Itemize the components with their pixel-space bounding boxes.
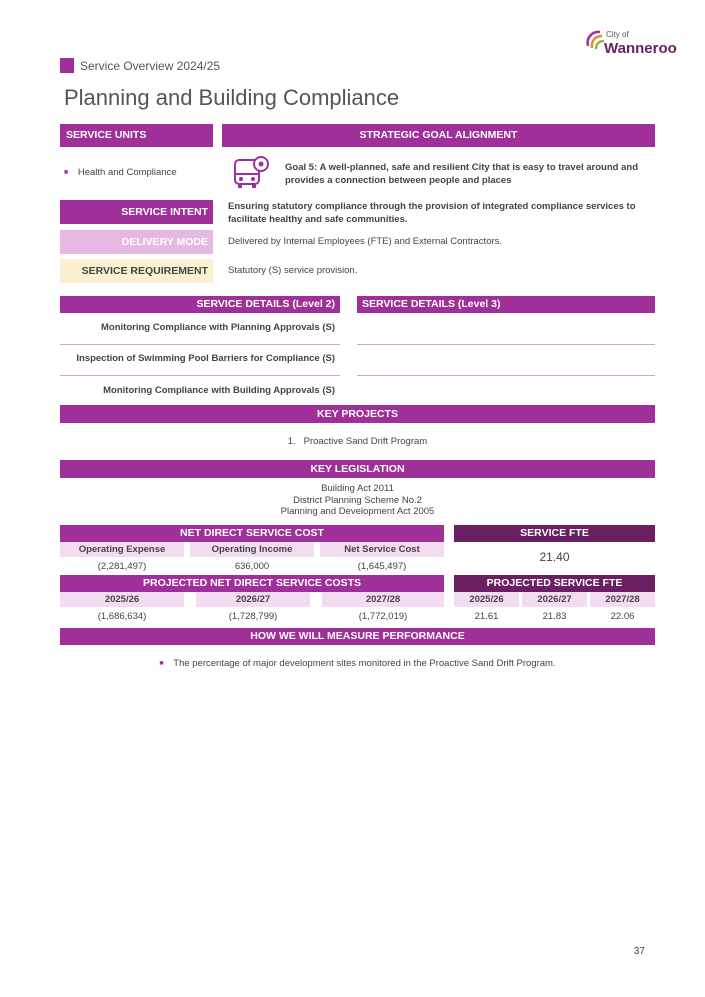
service-requirement-text: Statutory (S) service provision. (228, 265, 358, 276)
logo-mark-icon (584, 28, 606, 52)
service-unit-label: Health and Compliance (77, 167, 177, 178)
net-cost-value: 636,000 (234, 561, 270, 572)
projected-fte-col-header: 2027/28 (590, 592, 655, 607)
projected-costs-value: (1,686,634) (97, 611, 147, 622)
legislation-list (60, 483, 655, 518)
divider (60, 375, 340, 376)
projected-fte-value: 21.83 (542, 611, 567, 622)
city-logo (584, 28, 677, 62)
transport-goal-icon (232, 154, 270, 190)
service-unit-item (64, 167, 177, 178)
net-cost-col-header: Operating Expense (60, 542, 184, 557)
projected-fte-value: 22.06 (610, 611, 635, 622)
section-label: Service Overview 2024/25 (80, 59, 221, 73)
bullet-icon: ■ (159, 660, 164, 667)
service-details-l3-heading: SERVICE DETAILS (Level 3) (357, 296, 655, 313)
key-project-item: 1. Proactive Sand Drift Program (287, 436, 428, 447)
projected-costs-col-header: 2027/28 (322, 592, 444, 607)
service-details-l2-heading: SERVICE DETAILS (Level 2) (60, 296, 340, 313)
service-requirement-label: SERVICE REQUIREMENT (60, 259, 213, 283)
net-cost-value: (1,645,497) (357, 561, 407, 572)
net-cost-col-header: Operating Income (190, 542, 314, 557)
net-cost-col-header: Net Service Cost (320, 542, 444, 557)
strategic-goal-text: Goal 5: A well-planned, safe and resilient City that is easy to travel around and provides a connection between people and places (285, 162, 638, 186)
service-intent-label: SERVICE INTENT (60, 200, 213, 224)
key-projects-heading: KEY PROJECTS (60, 405, 655, 423)
logo-wanneroo: Wanneroo (604, 40, 677, 57)
bullet-icon: ■ (64, 169, 69, 176)
service-detail-l2-item: Monitoring Compliance with Planning Approvals (S) (101, 322, 335, 333)
divider (357, 375, 655, 376)
service-intent-text: Ensuring statutory compliance through the provision of integrated compliance services to facilitate healthy and safe communities. (228, 201, 636, 225)
service-detail-l2-item: Monitoring Compliance with Building Approvals (S) (103, 385, 335, 396)
net-cost-value: (2,281,497) (97, 561, 147, 572)
legislation-item: District Planning Scheme No.2 (293, 494, 422, 506)
projected-costs-value: (1,772,019) (358, 611, 408, 622)
projected-costs-col-header: 2025/26 (60, 592, 184, 607)
projected-costs-col-header: 2026/27 (196, 592, 310, 607)
projected-fte-col-header: 2026/27 (522, 592, 587, 607)
performance-item (60, 658, 655, 669)
legislation-item: Planning and Development Act 2005 (280, 506, 435, 517)
service-fte-value: 21.40 (539, 550, 570, 564)
net-cost-heading: NET DIRECT SERVICE COST (60, 525, 444, 542)
projected-fte-value: 21.61 (474, 611, 499, 622)
key-legislation-heading: KEY LEGISLATION (60, 460, 655, 478)
legislation-item: Building Act 2011 (321, 483, 394, 494)
performance-measure: The percentage of major development sites monitored in the Proactive Sand Drift Program. (173, 658, 556, 669)
logo-city-of: City of (606, 30, 629, 39)
divider (357, 344, 655, 345)
projected-costs-heading: PROJECTED NET DIRECT SERVICE COSTS (60, 575, 444, 592)
delivery-mode-label: DELIVERY MODE (60, 230, 213, 254)
projected-fte-heading: PROJECTED SERVICE FTE (454, 575, 655, 592)
divider (60, 344, 340, 345)
section-marker (60, 58, 74, 73)
service-fte-heading: SERVICE FTE (454, 525, 655, 542)
strategic-heading: STRATEGIC GOAL ALIGNMENT (222, 124, 655, 147)
performance-heading: HOW WE WILL MEASURE PERFORMANCE (60, 628, 655, 645)
delivery-mode-text: Delivered by Internal Employees (FTE) and External Contractors. (228, 236, 503, 247)
service-units-heading: SERVICE UNITS (60, 124, 213, 147)
service-detail-l2-item: Inspection of Swimming Pool Barriers for Compliance (S) (76, 353, 335, 364)
page-title: Planning and Building Compliance (64, 85, 400, 110)
projected-fte-col-header: 2025/26 (454, 592, 519, 607)
projected-costs-value: (1,728,799) (228, 611, 278, 622)
page-number: 37 (633, 946, 645, 957)
